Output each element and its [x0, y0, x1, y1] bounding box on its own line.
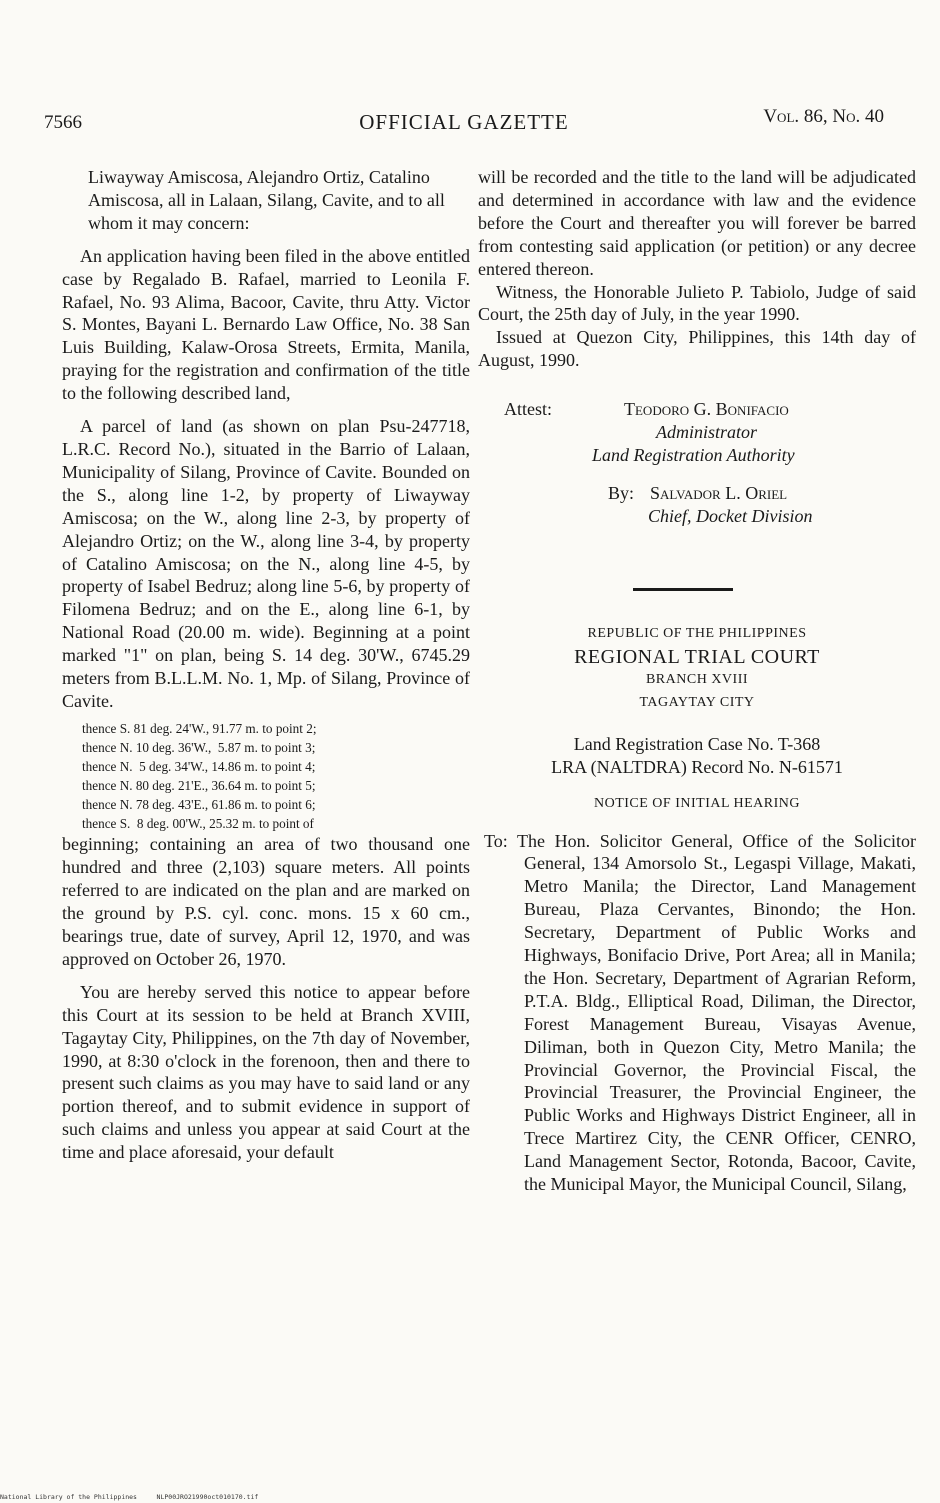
attest-signatory-name: Teodoro G. Bonifacio [624, 399, 789, 420]
addressee-list: To: The Hon. Solicitor General, Office of the Solicitor General, 134 Amorsolo St., Legaspi Village, Makati, Metro Manila; the Director, Land Management Bureau, Plaza Cervantes, Binondo; the Hon. Secretary, Department of Public Works and Highways, Bonifacio Drive, Port Area; all in Manila; the Hon. Secretary, Department of Agrarian Reform, P.T.A. Bldg., Elliptical Road, Diliman, the Director, Forest Management Bureau, Visayas Avenue, Diliman, both in Quezon City, Metro Manila; the Provincial Governor, the Provincial Fiscal, the Provincial Treasurer, the Provincial Engineer, the Public Works and Highways District Engineer, all in Trece Martirez City, the CENR Officer, CENRO, Land Management Sector, Rotonda, Bacoor, Cavite, the Municipal Mayor, the Municipal Council, Silang, [484, 830, 916, 1195]
attestation-block [478, 398, 916, 548]
attest-label: Attest: [504, 399, 552, 420]
bearing-line: thence N. 5 deg. 34'W., 14.86 m. to point 4; [82, 759, 316, 775]
hearing-notice-paragraph: You are hereby served this notice to appear before this Court at its session to be held at Branch XVIII, Tagaytay City, Philippines, on the 7th day of November, 1990, at 8:30 o'clock in the forenoon, then and there to present such claims as you may have to said land or any portion thereof, and to submit evidence in support of such claims and unless you appear at said Court at the time and place aforesaid, your default [62, 981, 470, 1163]
page-number: 7566 [44, 112, 82, 133]
bearing-line: thence S. 81 deg. 24'W., 91.77 m. to point 2; [82, 720, 317, 736]
volume-issue: Vol. 86, No. 40 [763, 106, 884, 127]
scan-filename: NLP00JRO21990oct010170.tif [156, 1493, 259, 1501]
land-description-paragraph: A parcel of land (as shown on plan Psu-247718, L.R.C. Record No.), situated in the Barrio of Lalaan, Municipality of Silang, Province of Cavite. Bounded on the S., along line 1-2, by property of Liwayway Amiscosa; on the W., along line 2-3, by property of Alejandro Ortiz; on the W., along line 3-4, by property of Catalino Amiscosa; on the N., along line 4-5, by property of Isabel Bedruz; along line 5-6, by property of Filomena Bedruz; and on the E., along line 6-1, by National Road (20.00 m. wide). Beginning at a point marked "1" on plan, being S. 14 deg. 30'W., 6745.29 meters from B.L.L.M. No. 1, Mp. of Silang, Province of Cavite. [62, 416, 470, 711]
library-credit: National Library of the Philippines [0, 1493, 137, 1501]
witness-paragraph: Witness, the Honorable Julieto P. Tabiolo, Judge of said Court, the 25th day of July, in the year 1990. [478, 281, 916, 325]
republic-heading: REPUBLIC OF THE PHILIPPINES [587, 626, 807, 642]
addressees-intro: Liwayway Amiscosa, Alejandro Ortiz, Catalino Amiscosa, all in Lalaan, Silang, Cavite, and to all whom it may concern: [88, 167, 445, 233]
bearing-line: thence N. 78 deg. 43'E., 61.86 m. to point 6; [82, 797, 316, 813]
issued-paragraph: Issued at Quezon City, Philippines, this 14th day of August, 1990. [478, 327, 916, 371]
bearing-line: thence S. 8 deg. 00'W., 25.32 m. to point of [82, 816, 314, 832]
bearing-line: thence N. 10 deg. 36'W., 5.87 m. to point 3; [82, 739, 316, 755]
attest-signatory-title: Administrator [656, 422, 758, 443]
record-number: LRA (NALTDRA) Record No. N-61571 [551, 756, 843, 777]
court-heading: REGIONAL TRIAL COURT [574, 646, 820, 669]
branch-heading: BRANCH XVIII [645, 671, 749, 687]
continued-paragraph: will be recorded and the title to the land will be adjudicated and determined in accordance with law and the evidence before the Court and thereafter you will forever be barred from contesting said application (or petition) or any decree entered thereon. [478, 167, 916, 279]
left-column [62, 166, 470, 1164]
case-number: Land Registration Case No. T-368 [573, 733, 821, 754]
right-column [478, 166, 916, 1196]
application-paragraph: An application having been filed in the above entitled case by Regalado B. Rafael, married to Leonila F. Rafael, No. 93 Alima, Bacoor, Cavite, thru Atty. Victor S. Montes, Bayani L. Bernardo Law Office, No. 38 San Luis Building, Kalaw-Orosa Streets, Ermita, Manila, praying for the registration and confirmation of the title to the following described land, [62, 245, 470, 404]
by-signatory-title: Chief, Docket Division [648, 506, 813, 527]
by-label: By: [608, 483, 635, 504]
notice-title: NOTICE OF INITIAL HEARING [593, 795, 800, 811]
publication-title: OFFICIAL GAZETTE [359, 110, 569, 134]
bearing-line: thence N. 80 deg. 21'E., 36.64 m. to point 5; [82, 778, 316, 794]
scan-footer [0, 1493, 258, 1501]
city-heading: TAGAYTAY CITY [639, 694, 755, 710]
attest-signatory-agency: Land Registration Authority [592, 445, 795, 466]
section-divider [633, 588, 733, 591]
bearings-list [82, 719, 470, 834]
page-header [44, 104, 884, 138]
area-paragraph: beginning; containing an area of two thousand one hundred and three (2,103) square meters. All points referred to are indicated on the plan and are marked on the ground by P.S. cyl. conc. mons. 15 x 60 cm., bearings true, date of survey, April 12, 1970, and was approved on October 26, 1970. [62, 834, 470, 969]
by-signatory-name: Salvador L. Oriel [650, 483, 788, 504]
